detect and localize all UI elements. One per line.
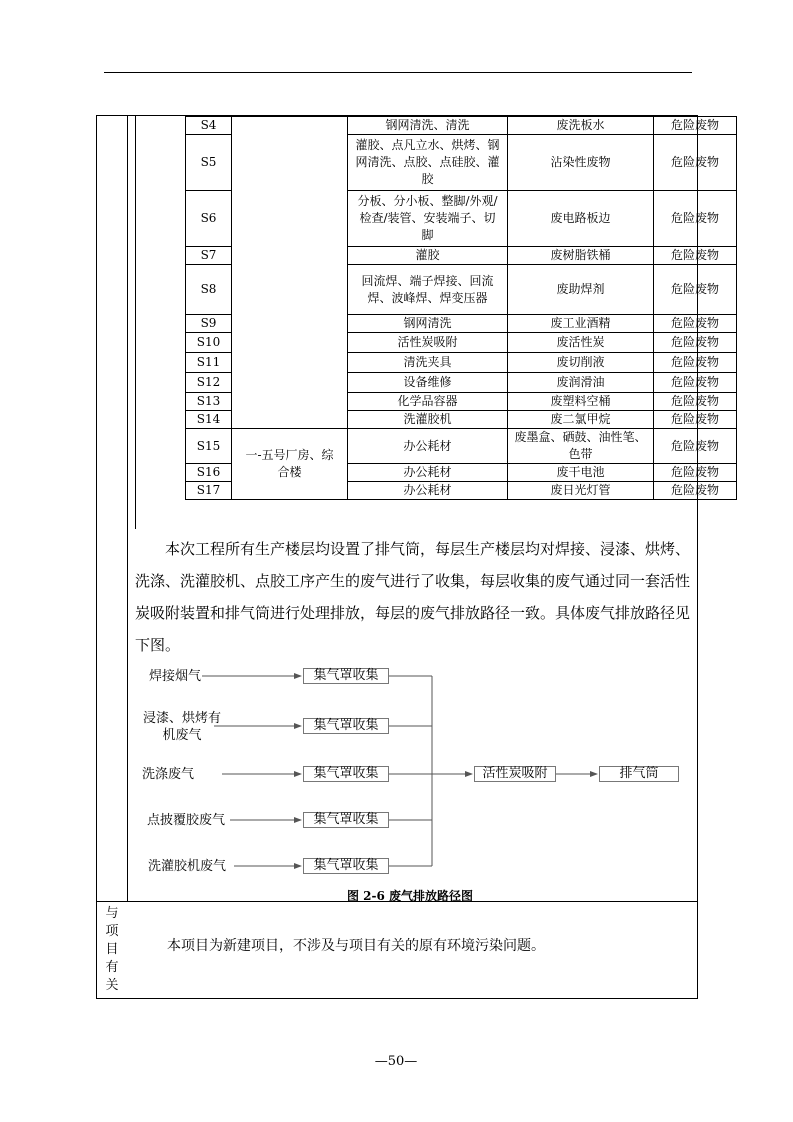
cell-code: S16 (186, 464, 232, 482)
side-label-2: 项 (105, 924, 119, 939)
figure-caption: 图 2-6 废气排放路径图 (346, 889, 474, 903)
source-label-3: 洗涤废气 (142, 767, 195, 782)
cell-code: S11 (186, 353, 232, 373)
cell-code: S10 (186, 333, 232, 353)
cell-waste-name: 废活性炭 (508, 333, 654, 353)
collect-box-3: 集气罩收集 (303, 766, 389, 782)
source-label-4: 点披覆胶废气 (146, 813, 225, 828)
cell-category: 危险废物 (654, 247, 737, 265)
cell-category: 危险废物 (654, 265, 737, 315)
cell-waste-name: 废墨盒、硒鼓、油性笔、色带 (508, 429, 654, 464)
cell-category: 危险废物 (654, 117, 737, 135)
cell-waste-name: 废日光灯管 (508, 482, 654, 500)
cell-location: 一-五号厂房、综合楼 (232, 429, 348, 500)
collect-box-5: 集气罩收集 (303, 858, 389, 874)
cell-waste-name: 废润滑油 (508, 373, 654, 393)
cell-code: S9 (186, 315, 232, 333)
collect-box-1: 集气罩收集 (303, 668, 389, 684)
description-paragraph: 本次工程所有生产楼层均设置了排气筒，每层生产楼层均对焊接、浸漆、烘烤、洗涤、洗灌胶机、点胶工序产生的废气进行了收集，每层收集的废气通过同一套活性炭吸附装置和排气筒进行处理排放，每层的废气排放路径一致。具体废气排放路径见下图。 (135, 540, 691, 654)
treat-box: 活性炭吸附 (474, 766, 556, 782)
cell-category: 危险废物 (654, 393, 737, 411)
cell-process: 灌胶 (348, 247, 508, 265)
cell-code: S8 (186, 265, 232, 315)
cell-process: 活性炭吸附 (348, 333, 508, 353)
cell-category: 危险废物 (654, 135, 737, 191)
cell-waste-name: 废塑料空桶 (508, 393, 654, 411)
collect-box-2: 集气罩收集 (303, 718, 389, 734)
side-label-3: 目 (105, 942, 119, 957)
source-label-1: 焊接烟气 (148, 669, 201, 684)
side-label-4: 有 (105, 960, 119, 975)
cell-waste-name: 废电路板边 (508, 191, 654, 247)
cell-category: 危险废物 (654, 464, 737, 482)
cell-category: 危险废物 (654, 411, 737, 429)
cell-waste-name: 废切削液 (508, 353, 654, 373)
cell-category: 危险废物 (654, 482, 737, 500)
side-label-1: 与 (105, 906, 119, 921)
cell-code: S14 (186, 411, 232, 429)
cell-process: 分板、分小板、整脚/外观/检查/装管、安装端子、切脚 (348, 191, 508, 247)
page-number: —50— (374, 1054, 418, 1069)
cell-waste-name: 废洗板水 (508, 117, 654, 135)
cell-category: 危险废物 (654, 315, 737, 333)
cell-process: 办公耗材 (348, 429, 508, 464)
source-label-5: 洗灌胶机废气 (147, 859, 226, 874)
side-label-5: 关 (105, 978, 119, 993)
note-text: 本项目为新建项目，不涉及与项目有关的原有环境污染问题。 (167, 938, 545, 954)
cell-process: 办公耗材 (348, 482, 508, 500)
cell-category: 危险废物 (654, 191, 737, 247)
cell-code: S6 (186, 191, 232, 247)
cell-code: S17 (186, 482, 232, 500)
cell-process: 办公耗材 (348, 464, 508, 482)
cell-code: S5 (186, 135, 232, 191)
cell-waste-name: 废树脂铁桶 (508, 247, 654, 265)
cell-process: 洗灌胶机 (348, 411, 508, 429)
cell-category: 危险废物 (654, 353, 737, 373)
stack-box: 排气筒 (599, 766, 679, 782)
cell-process: 钢网清洗 (348, 315, 508, 333)
cell-waste-name: 沾染性废物 (508, 135, 654, 191)
cell-code: S7 (186, 247, 232, 265)
cell-process: 清洗夹具 (348, 353, 508, 373)
cell-process: 设备维修 (348, 373, 508, 393)
cell-waste-name: 废助焊剂 (508, 265, 654, 315)
cell-code: S12 (186, 373, 232, 393)
cell-code: S13 (186, 393, 232, 411)
cell-waste-name: 废二氯甲烷 (508, 411, 654, 429)
source-label-2: 浸漆、烘烤有机废气 (142, 711, 221, 743)
cell-category: 危险废物 (654, 429, 737, 464)
cell-category: 危险废物 (654, 373, 737, 393)
cell-process: 化学品容器 (348, 393, 508, 411)
cell-process: 钢网清洗、清洗 (348, 117, 508, 135)
cell-process: 回流焊、端子焊接、回流焊、波峰焊、焊变压器 (348, 265, 508, 315)
cell-category: 危险废物 (654, 333, 737, 353)
collect-box-4: 集气罩收集 (303, 812, 389, 828)
cell-waste-name: 废干电池 (508, 464, 654, 482)
cell-waste-name: 废工业酒精 (508, 315, 654, 333)
cell-code: S15 (186, 429, 232, 464)
cell-code: S4 (186, 117, 232, 135)
cell-process: 灌胶、点凡立水、烘烤、钢网清洗、点胶、点硅胶、灌胶 (348, 135, 508, 191)
